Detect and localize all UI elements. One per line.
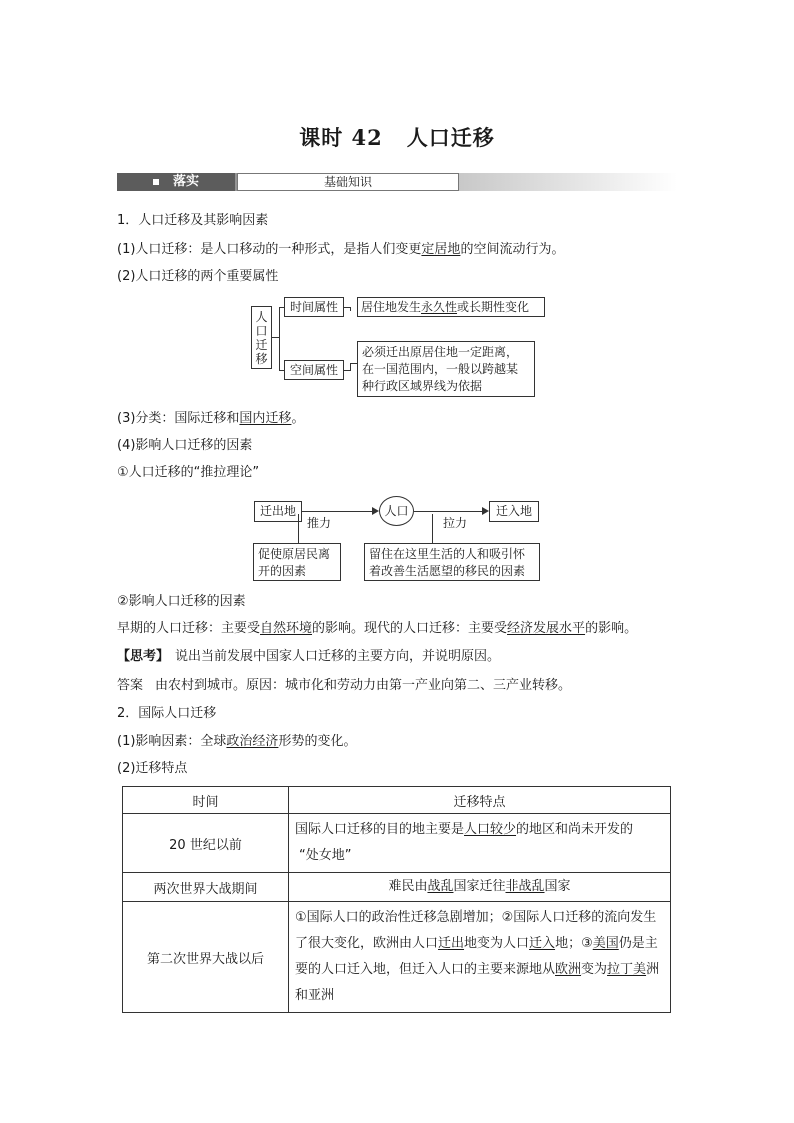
banner-right: 基础知识 [237, 173, 459, 191]
desc-line: 在一国范围内，一般以跨越某 [362, 362, 519, 376]
think-label: 【思考】 [117, 649, 170, 664]
text: 国家迁往 [453, 879, 506, 894]
desc-line: 促使原居民离 [258, 547, 331, 561]
desc-line: 必须迁出原居住地一定距离， [362, 345, 519, 359]
text: 仍是主要的人口迁入地，但迁入人口的主要来源地从 [295, 936, 658, 977]
answer-label: 答案 [117, 678, 144, 693]
think-question [117, 648, 500, 666]
text: (3)分类：国际迁移和 [117, 411, 240, 426]
pull-desc-box [364, 543, 540, 581]
desc-line: 留住在这里生活的人和吸引怀 [369, 547, 526, 561]
diagram-root-box [251, 306, 272, 369]
section1-heading: 1．人口迁移及其影响因素 [117, 213, 269, 228]
connector [350, 307, 351, 311]
push-desc-box [253, 543, 341, 581]
connector [279, 307, 284, 308]
connector [272, 337, 279, 338]
arrow-line [414, 511, 482, 512]
answer [117, 677, 571, 695]
text: 地；③ [555, 936, 593, 951]
space-attribute-box: 空间属性 [284, 360, 344, 380]
text: 变为 [581, 962, 608, 977]
text: (1)人口迁移：是人口移动的一种形式，是指人们变更 [117, 242, 422, 257]
text: 的空间流动行为。 [460, 242, 565, 257]
text: 。 [291, 411, 305, 426]
blank-answer: 美国 [592, 936, 619, 951]
blank-answer: 自然环境 [260, 621, 313, 636]
table-cell-time: 两次世界大战期间 [123, 873, 289, 902]
text: 居住地发生 [361, 300, 422, 314]
banner-left-label: 落实 [172, 174, 199, 189]
text: 国际人口迁移的目的地主要是 [295, 822, 465, 837]
para-factors: (4)影响人口迁移的因素 [117, 438, 253, 453]
text: ①国际人口的政治性迁移急剧增加；②国际人口迁移的流向发生了很大变化，欧洲由人口 [295, 910, 657, 951]
blank-answer: 迁入 [529, 936, 556, 951]
time-attribute-desc [357, 297, 545, 317]
para-attributes: (2)人口迁移的两个重要属性 [117, 269, 279, 284]
table-cell-feature [289, 873, 671, 902]
think-text: 说出当前发展中国家人口迁移的主要方向，并说明原因。 [175, 649, 501, 664]
text: 洲和亚洲 [295, 962, 660, 1003]
connector [298, 514, 299, 543]
para-characteristics: (2)迁移特点 [117, 761, 188, 776]
square-bullet-icon [153, 179, 159, 185]
para-migration-definition [117, 241, 564, 259]
answer-text: 由农村到城市。原因：城市化和劳动力由第一产业向第二、三产业转移。 [155, 678, 572, 693]
root-char: 移 [255, 352, 268, 366]
text: 早期的人口迁移：主要受 [117, 621, 261, 636]
blank-answer: 欧洲 [555, 962, 582, 977]
arrow-right-icon [482, 507, 489, 515]
blank-answer: 国内迁移 [239, 411, 292, 426]
text: 的影响。现代的人口迁移：主要受 [312, 621, 508, 636]
para-classification [117, 410, 304, 428]
push-label: 推力 [307, 516, 332, 530]
banner-left [117, 173, 235, 191]
blank-answer: 人口较少 [464, 822, 517, 837]
text: 难民由 [388, 879, 428, 894]
para-early-modern [117, 620, 637, 638]
text: (1)影响因素：全球 [117, 734, 227, 749]
lesson-name: 人口迁移 [406, 125, 495, 150]
blank-answer: 非战乱 [505, 879, 545, 894]
para-push-pull: ①人口迁移的“推拉理论” [117, 465, 260, 480]
desc-line: 种行政区域界线为依据 [362, 379, 483, 393]
blank-answer: 政治经济 [226, 734, 279, 749]
time-attribute-box: 时间属性 [284, 297, 344, 317]
pull-label: 拉力 [443, 516, 468, 530]
table-header: 迁移特点 [289, 787, 671, 814]
migration-table [122, 786, 671, 1013]
connector [344, 307, 350, 308]
table-row [123, 814, 671, 873]
blank-answer: 经济发展水平 [507, 621, 586, 636]
connector [279, 370, 284, 371]
root-char: 人 [255, 310, 268, 324]
section2-heading: 2．国际人口迁移 [117, 706, 217, 721]
people-circle: 人口 [379, 496, 414, 526]
para-international-factors [117, 733, 356, 751]
connector [350, 363, 351, 371]
connector [432, 514, 433, 543]
table-row [123, 902, 671, 1013]
text: “处女地” [299, 848, 352, 863]
text: 形势的变化。 [278, 734, 357, 749]
table-cell-feature [289, 814, 671, 873]
table-cell-feature [289, 902, 671, 1013]
arrow-right-icon [372, 507, 379, 515]
space-attribute-desc [357, 341, 535, 397]
connector [279, 307, 280, 370]
text: 国家 [544, 879, 571, 894]
connector [350, 363, 357, 364]
table-cell-time: 20 世纪以前 [123, 814, 289, 873]
text: 的影响。 [585, 621, 638, 636]
origin-box: 迁出地 [254, 501, 302, 522]
desc-line: 开的因素 [258, 564, 307, 578]
lesson-number: 课时 42 [299, 125, 383, 150]
table-header: 时间 [123, 787, 289, 814]
para-influence: ②影响人口迁移的因素 [117, 594, 246, 609]
table-row [123, 873, 671, 902]
blank-answer: 定居地 [421, 242, 461, 257]
arrow-line [302, 511, 372, 512]
text: 地变为人口 [464, 936, 530, 951]
blank-answer: 迁出 [438, 936, 465, 951]
blank-answer: 永久性 [421, 300, 458, 314]
text: 或长期性变化 [457, 300, 530, 314]
table-header-row [123, 787, 671, 814]
section-banner [117, 173, 677, 191]
root-char: 迁 [255, 338, 268, 352]
text: 的地区和尚未开发的 [516, 822, 634, 837]
root-char: 口 [255, 324, 268, 338]
blank-answer: 战乱 [427, 879, 454, 894]
destination-box: 迁入地 [489, 501, 539, 522]
table-cell-time: 第二次世界大战以后 [123, 902, 289, 1013]
blank-answer: 拉丁美 [607, 962, 647, 977]
connector [344, 370, 350, 371]
desc-line: 着改善生活愿望的移民的因素 [369, 564, 526, 578]
page-title [0, 122, 794, 152]
